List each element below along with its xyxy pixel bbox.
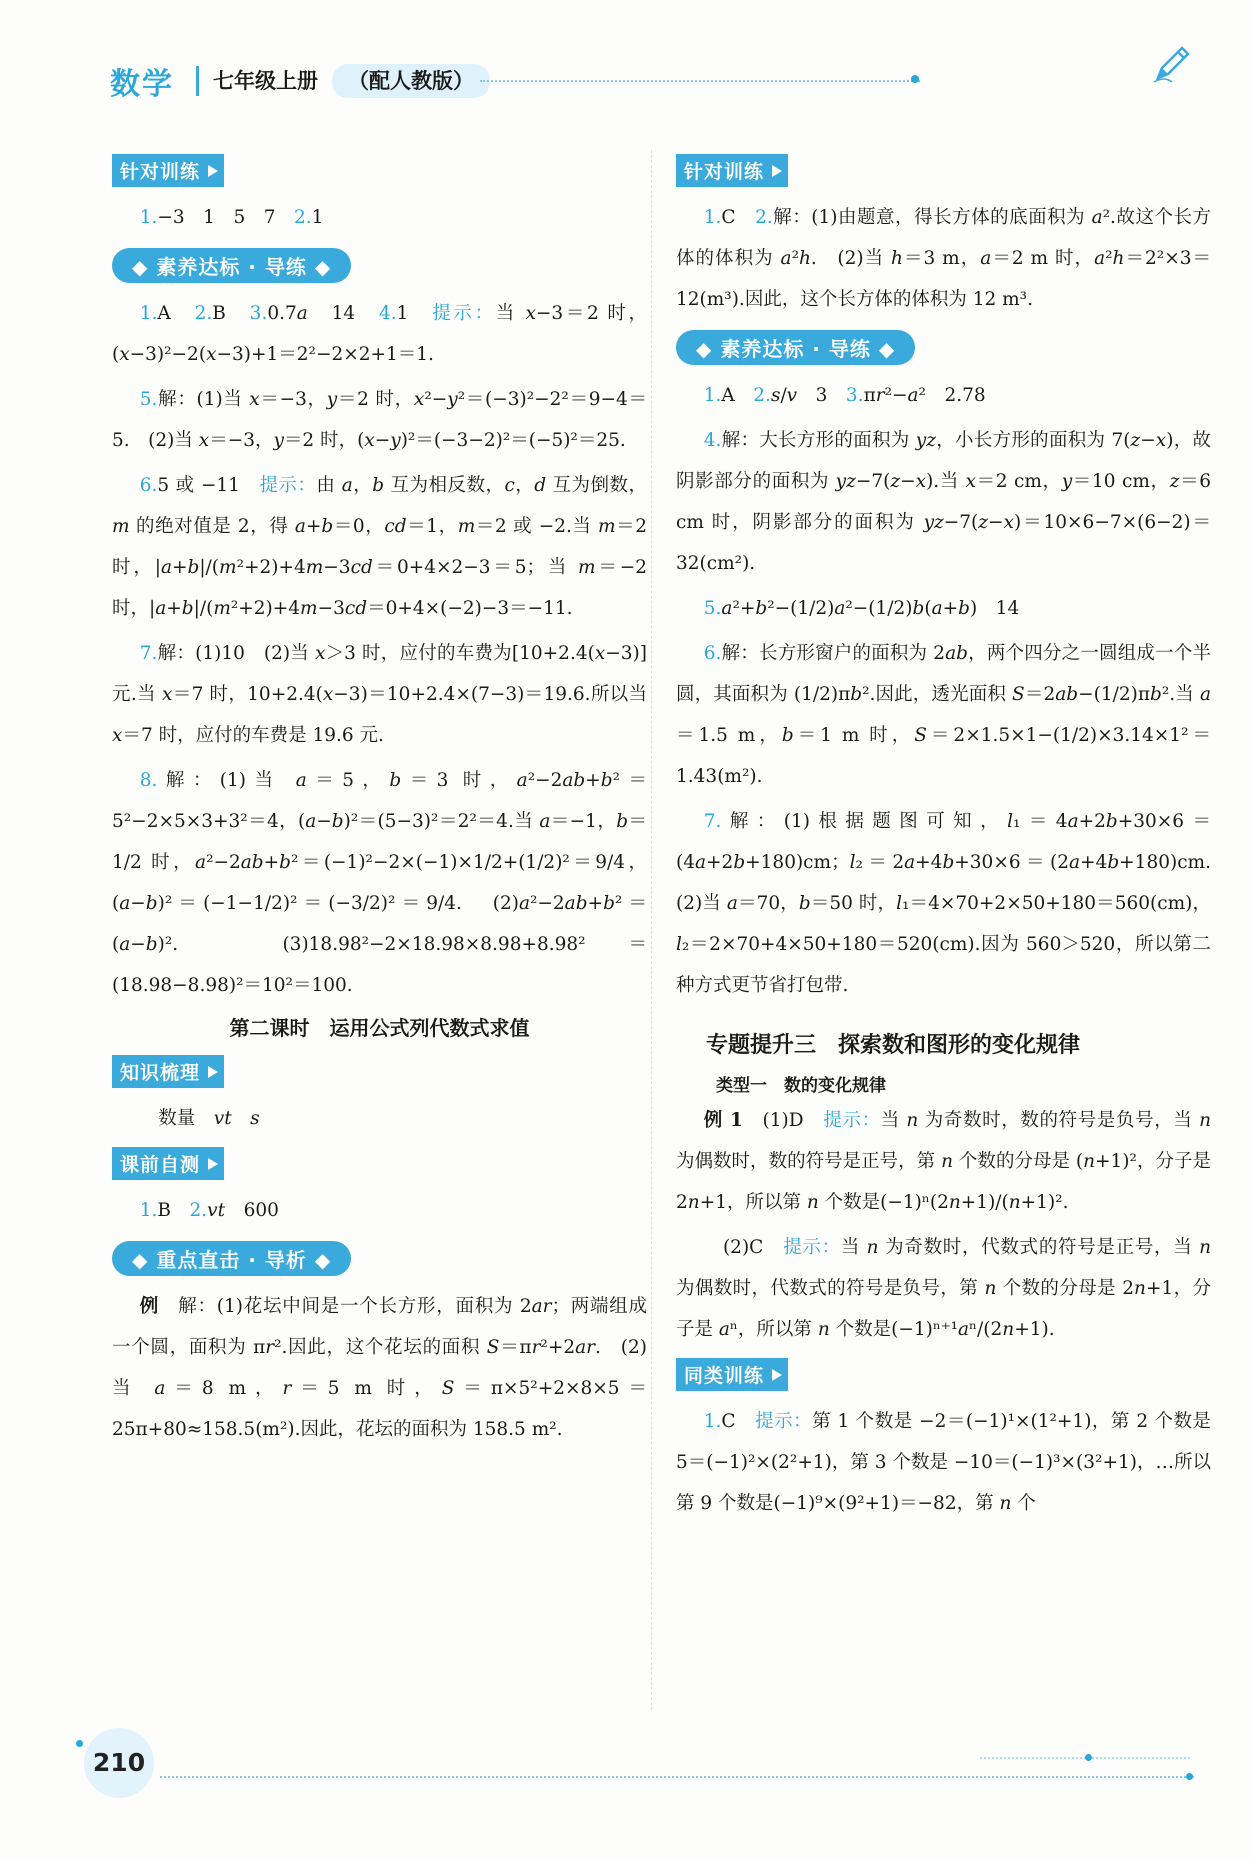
section-tag: 同类训练 (676, 1358, 788, 1391)
section-tag: 课前自测 (112, 1147, 224, 1180)
topic-subtitle: 类型一 数的变化规律 (716, 1076, 886, 1096)
column-divider (651, 150, 652, 1710)
right-column (676, 150, 1230, 1528)
section-tag: 针对训练 (676, 154, 788, 187)
header-dotted-line (480, 80, 920, 82)
answer-paragraph: 1.A 2.s/v 3 3.πr²−a² 2.78 (703, 385, 986, 406)
footer-dot (1186, 1773, 1193, 1780)
grade-label: 七年级上册 (196, 66, 318, 96)
answer-paragraph: 1.C 2.解：(1)由题意，得长方体的底面积为 a².故这个长方体的体积为 a²h. (2)当 h＝3 m，a＝2 m 时，a²h＝2²×3＝12(m³).因此，这个长方体的体积为 12 m³. (676, 207, 1211, 310)
section-pill: ◆ 重点直击 · 导析 ◆ (112, 1241, 351, 1276)
page-header (110, 56, 490, 106)
answer-paragraph: 1.C 提示：第 1 个数是 −2＝(−1)¹×(1²+1)，第 2 个数是 5＝(−1)²×(2²+1)，第 3 个数是 −10＝(−1)³×(3²+1)，…所以第 9 个数是(−1)⁹×(9²+1)＝−82，第 n 个 (676, 1411, 1211, 1514)
answer-paragraph: 7.解：(1)根据题图可知，l₁＝4a+2b+30×6＝(4a+2b+180)cm；l₂＝2a+4b+30×6＝(2a+4b+180)cm. (2)当 a＝70，b＝50 时，l₁＝4×70+2×50+180＝560(cm)，l₂＝2×70+4×50+180＝520(cm).因为 560＞520，所以第二种方式更节省打包带. (676, 811, 1230, 996)
answer-paragraph: 1.−3 1 5 7 2.1 (139, 207, 324, 228)
edition-label: （配人教版） (332, 64, 490, 98)
section-tag: 针对训练 (112, 154, 224, 187)
pencil-icon (1150, 42, 1194, 86)
subject-label: 数学 (110, 67, 174, 102)
footer-dot (1085, 1754, 1092, 1761)
lesson-title: 第二课时 运用公式列代数式求值 (229, 1016, 530, 1040)
left-column (112, 150, 647, 1454)
answer-paragraph: (2)C 提示：当 n 为奇数时，代数式的符号是正号，当 n 为偶数时，代数式的符号是负号，第 n 个数的分母是 2n+1，分子是 aⁿ，所以第 n 个数是(−1)ⁿ⁺¹aⁿ/(2n+1). (676, 1237, 1211, 1340)
answer-paragraph: 例 1 (1)D 提示：当 n 为奇数时，数的符号是负号，当 n 为偶数时，数的符号是正号，第 n 个数的分母是 (n+1)²，分子是 2n+1，所以第 n 个数是(−1)ⁿ(2n+1)/(n+1)². (676, 1110, 1211, 1213)
section-pill: ◆ 素养达标 · 导练 ◆ (676, 330, 915, 365)
answer-paragraph: 1.A 2.B 3.0.7a 14 4.1 提示：当 x−3＝2 时，(x−3)²−2(x−3)+1＝2²−2×2+1＝1. (112, 303, 647, 365)
answer-paragraph: 1.B 2.vt 600 (139, 1200, 279, 1221)
answer-paragraph: 8.解：(1)当 a＝5，b＝3 时，a²−2ab+b²＝5²−2×5×3+3²＝4，(a−b)²＝(5−3)²＝2²＝4.当 a＝−1，b＝1/2 时，a²−2ab+b²＝(−1)²−2×(−1)×1/2+(1/2)²＝9/4，(a−b)²＝(−1−1/2)²＝(−3/2)²＝9/4. (2)a²−2ab+b²＝(a−b)². (3)18.98²−2×18.98×8.98+8.98²＝(18.98−8.98)²＝10²＝100. (112, 770, 647, 996)
section-tag: 知识梳理 (112, 1055, 224, 1088)
answer-paragraph: 7.解：(1)10 (2)当 x＞3 时，应付的车费为[10+2.4(x−3)]元.当 x＝7 时，10+2.4(x−3)＝10+2.4×(7−3)＝19.6.所以当 x＝7 时，应付的车费是 19.6 元. (112, 643, 647, 746)
answer-paragraph: 5.a²+b²−(1/2)a²−(1/2)b(a+b) 14 (703, 598, 1020, 619)
answer-paragraph: 例 解：(1)花坛中间是一个长方形，面积为 2ar；两端组成一个圆，面积为 πr².因此，这个花坛的面积 S＝πr²+2ar. (2)当 a＝8 m，r＝5 m 时，S＝π×5²+2×8×5＝25π+80≈158.5(m²).因此，花坛的面积为 158.5 m². (112, 1296, 648, 1440)
footer-dot (76, 1740, 83, 1747)
answer-paragraph: 6.解：长方形窗户的面积为 2ab，两个四分之一圆组成一个半圆，其面积为 (1/2)πb².因此，透光面积 S＝2ab−(1/2)πb².当 a＝1.5 m，b＝1 m 时，S＝2×1.5×1−(1/2)×3.14×1²＝1.43(m²). (676, 643, 1211, 787)
header-dot (911, 75, 919, 83)
answer-paragraph: 6.5 或 −11 提示：由 a，b 互为相反数，c，d 互为倒数，m 的绝对值是 2，得 a+b＝0，cd＝1，m＝2 或 −2.当 m＝2 时，|a+b|/(m²+2)+4m−3cd＝0+4×2−3＝5；当 m＝−2 时，|a+b|/(m²+2)+4m−3cd＝0+4×(−2)−3＝−11. (112, 475, 647, 619)
page-number: 210 (84, 1728, 154, 1798)
topic-title: 专题提升三 探索数和图形的变化规律 (706, 1033, 1081, 1058)
footer-dotted-line (160, 1776, 1194, 1778)
section-pill: ◆ 素养达标 · 导练 ◆ (112, 248, 351, 283)
answer-paragraph: 4.解：大长方形的面积为 yz，小长方形的面积为 7(z−x)，故阴影部分的面积为 yz−7(z−x).当 x＝2 cm，y＝10 cm，z＝6 cm 时，阴影部分的面积为 yz−7(z−x)＝10×6−7×(6−2)＝32(cm²). (676, 430, 1211, 574)
answer-paragraph: 5.解：(1)当 x＝−3，y＝2 时，x²−y²＝(−3)²−2²＝9−4＝5. (2)当 x＝−3，y＝2 时，(x−y)²＝(−3−2)²＝(−5)²＝25. (112, 389, 647, 451)
answer-paragraph: 数量 vt s (139, 1108, 260, 1129)
